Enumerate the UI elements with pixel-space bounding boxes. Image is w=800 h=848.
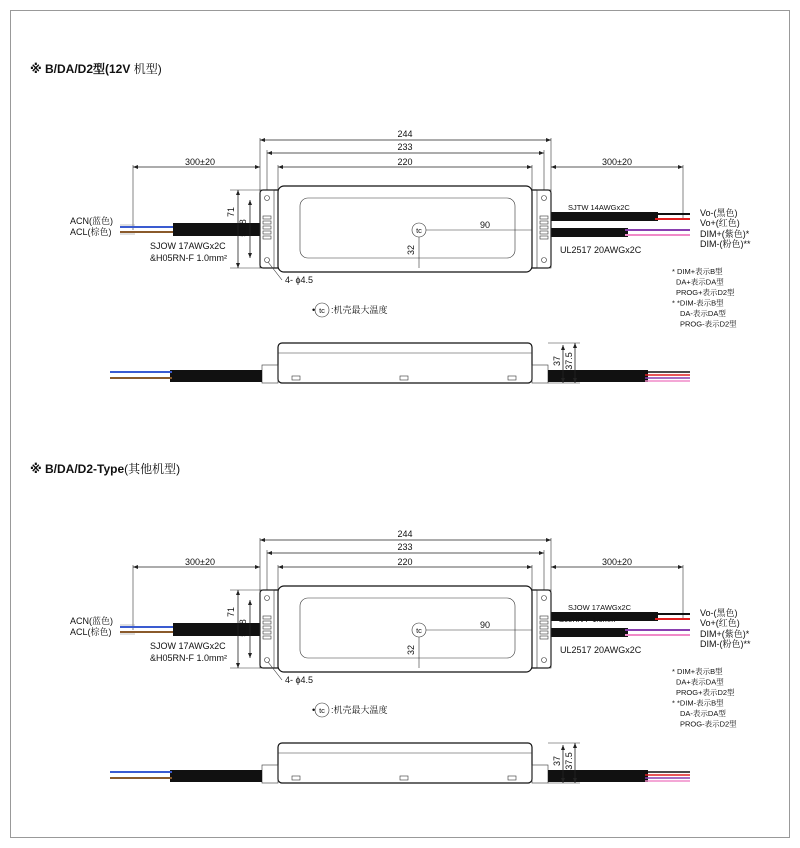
vo-plus-label: Vo+(红色) (700, 218, 740, 228)
dim-right-cable-arrow-left (551, 565, 556, 569)
dim-left-cable-arrow-right (255, 565, 260, 569)
section-title (30, 61, 162, 76)
dim-32-label: 32 (406, 244, 416, 256)
dim-244-arrow-left (260, 538, 265, 542)
ac-cable-spec-2: &H05RN-F 1.0mm² (150, 653, 228, 663)
vo-minus-label: Vo-(黑色) (700, 208, 738, 218)
tc-legend-label: tc (319, 706, 325, 715)
ac-cable-spec: SJOW 17AWGx2C (150, 241, 226, 251)
side-gland-left (262, 765, 278, 783)
side-gland-left (262, 365, 278, 383)
dim-53-8-arrow-bottom (248, 253, 252, 258)
dim-left-cable-arrow-right (255, 165, 260, 169)
dim-220-arrow-right (527, 165, 532, 169)
ac-cable-spec: SJOW 17AWGx2C (150, 641, 226, 651)
acn-label: ACN(蓝色) (70, 616, 113, 626)
dim-71-arrow-top (236, 190, 240, 195)
dim-left-cable-label: 300±20 (185, 157, 215, 167)
tc-point-label: tc (416, 626, 422, 635)
dim-right-cable-label: 300±20 (602, 157, 632, 167)
dim-53-8-arrow-top (248, 600, 252, 605)
tc-legend-dot: • (312, 305, 316, 315)
tc-point-label: tc (416, 226, 422, 235)
vo-plus-label: Vo+(红色) (700, 618, 740, 628)
dim-71-label: 71 (226, 606, 236, 618)
dim-71-arrow-bottom (236, 263, 240, 268)
dim-right-cable-label: 300±20 (602, 557, 632, 567)
dim-37-arrow-top (561, 345, 565, 350)
dim-37-arrow-top (561, 745, 565, 750)
dim-plus-label: DIM+(紫色)* (700, 629, 750, 639)
dim-244-arrow-left (260, 138, 265, 142)
dim-right-cable-arrow-right (678, 165, 683, 169)
vo-minus-label: Vo-(黑色) (700, 608, 738, 618)
dim-right-cable-arrow-left (551, 165, 556, 169)
dim-233-arrow-right (539, 151, 544, 155)
acn-label: ACN(蓝色) (70, 216, 113, 226)
dim-37-label: 37 (552, 355, 562, 367)
dim-right-cable-arrow-right (678, 565, 683, 569)
section-title-rest: (其他机型) (124, 462, 181, 476)
dim-233-label: 233 (397, 142, 413, 152)
dim-left-cable-label: 300±20 (185, 557, 215, 567)
case-side-view (278, 343, 532, 383)
hole-label: 4- ϕ4.5 (285, 275, 314, 285)
dim-32-label: 32 (406, 644, 416, 656)
side-gland-right (532, 365, 548, 383)
dim-37-5-label: 37.5 (564, 752, 574, 770)
acl-label: ACL(棕色) (70, 227, 112, 237)
dim-244-label: 244 (397, 529, 413, 539)
tc-legend-caption: :机壳最大温度 (331, 305, 388, 315)
dim-244-label: 244 (397, 129, 413, 139)
dc-cable-jacket (548, 212, 658, 221)
note-line-2: PROG+表示D2型 (676, 288, 735, 297)
dim-53-8-label: 53.8 (238, 619, 248, 637)
ac-cable-jacket (173, 223, 263, 236)
dc-cable-spec-2: &05RN-F 1.0mm² (559, 615, 618, 624)
side-ac-cable (170, 370, 262, 382)
dim-cable-jacket (548, 228, 628, 237)
dim-71-arrow-top (236, 590, 240, 595)
dim-minus-label: DIM-(粉色)** (700, 639, 751, 649)
dim-cable-spec: UL2517 20AWGx2C (560, 245, 642, 255)
section-title-mark: ※ (30, 62, 45, 76)
section-title-bold: B/DA/D2-Type (45, 462, 125, 476)
note-line-4: DA-表示DA型 (680, 309, 726, 318)
dim-plus-label: DIM+(紫色)* (700, 229, 750, 239)
section-title-rest: 机型) (130, 62, 162, 76)
note-line-2: PROG+表示D2型 (676, 688, 735, 697)
hole-label: 4- ϕ4.5 (285, 675, 314, 685)
dim-71-arrow-bottom (236, 663, 240, 668)
drawing-section-0 (30, 61, 751, 383)
dim-90-label: 90 (479, 620, 491, 630)
dim-244-arrow-right (546, 538, 551, 542)
dim-37-5-arrow-top (573, 343, 577, 348)
section-title-mark: ※ (30, 462, 45, 476)
dim-37-5-label: 37.5 (564, 352, 574, 370)
dim-233-arrow-left (267, 151, 272, 155)
section-title-bold: B/DA/D2型(12V (45, 62, 131, 76)
dc-cable-spec: SJTW 14AWGx2C (568, 203, 630, 212)
dim-37-label: 37 (552, 755, 562, 767)
dim-220-arrow-left (278, 165, 283, 169)
dim-71-label: 71 (226, 206, 236, 218)
note-line-0: * DIM+表示B型 (672, 667, 723, 676)
note-line-5: PROG-表示D2型 (680, 319, 737, 329)
dim-233-arrow-right (539, 551, 544, 555)
note-line-1: DA+表示DA型 (676, 677, 724, 687)
note-line-1: DA+表示DA型 (676, 277, 724, 287)
dim-233-label: 233 (397, 542, 413, 552)
note-line-3: * *DIM-表示B型 (672, 698, 724, 708)
tc-legend-dot: • (312, 705, 316, 715)
section-title (30, 461, 180, 476)
side-gland-right (532, 765, 548, 783)
dim-90-label: 90 (479, 220, 491, 230)
case-main-body (278, 186, 532, 272)
note-line-4: DA-表示DA型 (680, 709, 726, 718)
dim-220-arrow-right (527, 565, 532, 569)
case-side-view (278, 743, 532, 783)
dim-37-5-arrow-top (573, 743, 577, 748)
dim-233-arrow-left (267, 551, 272, 555)
drawing-section-1 (30, 461, 751, 783)
note-line-0: * DIM+表示B型 (672, 267, 723, 276)
note-line-3: * *DIM-表示B型 (672, 298, 724, 308)
ac-cable-jacket (173, 623, 263, 636)
dim-left-cable-arrow-left (133, 565, 138, 569)
dim-220-label: 220 (397, 557, 413, 567)
dim-53-8-arrow-bottom (248, 653, 252, 658)
dim-220-arrow-left (278, 565, 283, 569)
case-main-body (278, 586, 532, 672)
dim-220-label: 220 (397, 157, 413, 167)
dim-53-8-arrow-top (248, 200, 252, 205)
dim-cable-jacket (548, 628, 628, 637)
note-line-5: PROG-表示D2型 (680, 719, 737, 729)
dim-minus-label: DIM-(粉色)** (700, 239, 751, 249)
tc-legend-label: tc (319, 306, 325, 315)
dim-left-cable-arrow-left (133, 165, 138, 169)
dim-53-8-label: 53.8 (238, 219, 248, 237)
dim-244-arrow-right (546, 138, 551, 142)
dc-cable-spec: SJOW 17AWGx2C (568, 603, 632, 612)
side-ac-cable (170, 770, 262, 782)
acl-label: ACL(棕色) (70, 627, 112, 637)
ac-cable-spec-2: &H05RN-F 1.0mm² (150, 253, 228, 263)
tc-legend-caption: :机壳最大温度 (331, 705, 388, 715)
dim-cable-spec: UL2517 20AWGx2C (560, 645, 642, 655)
